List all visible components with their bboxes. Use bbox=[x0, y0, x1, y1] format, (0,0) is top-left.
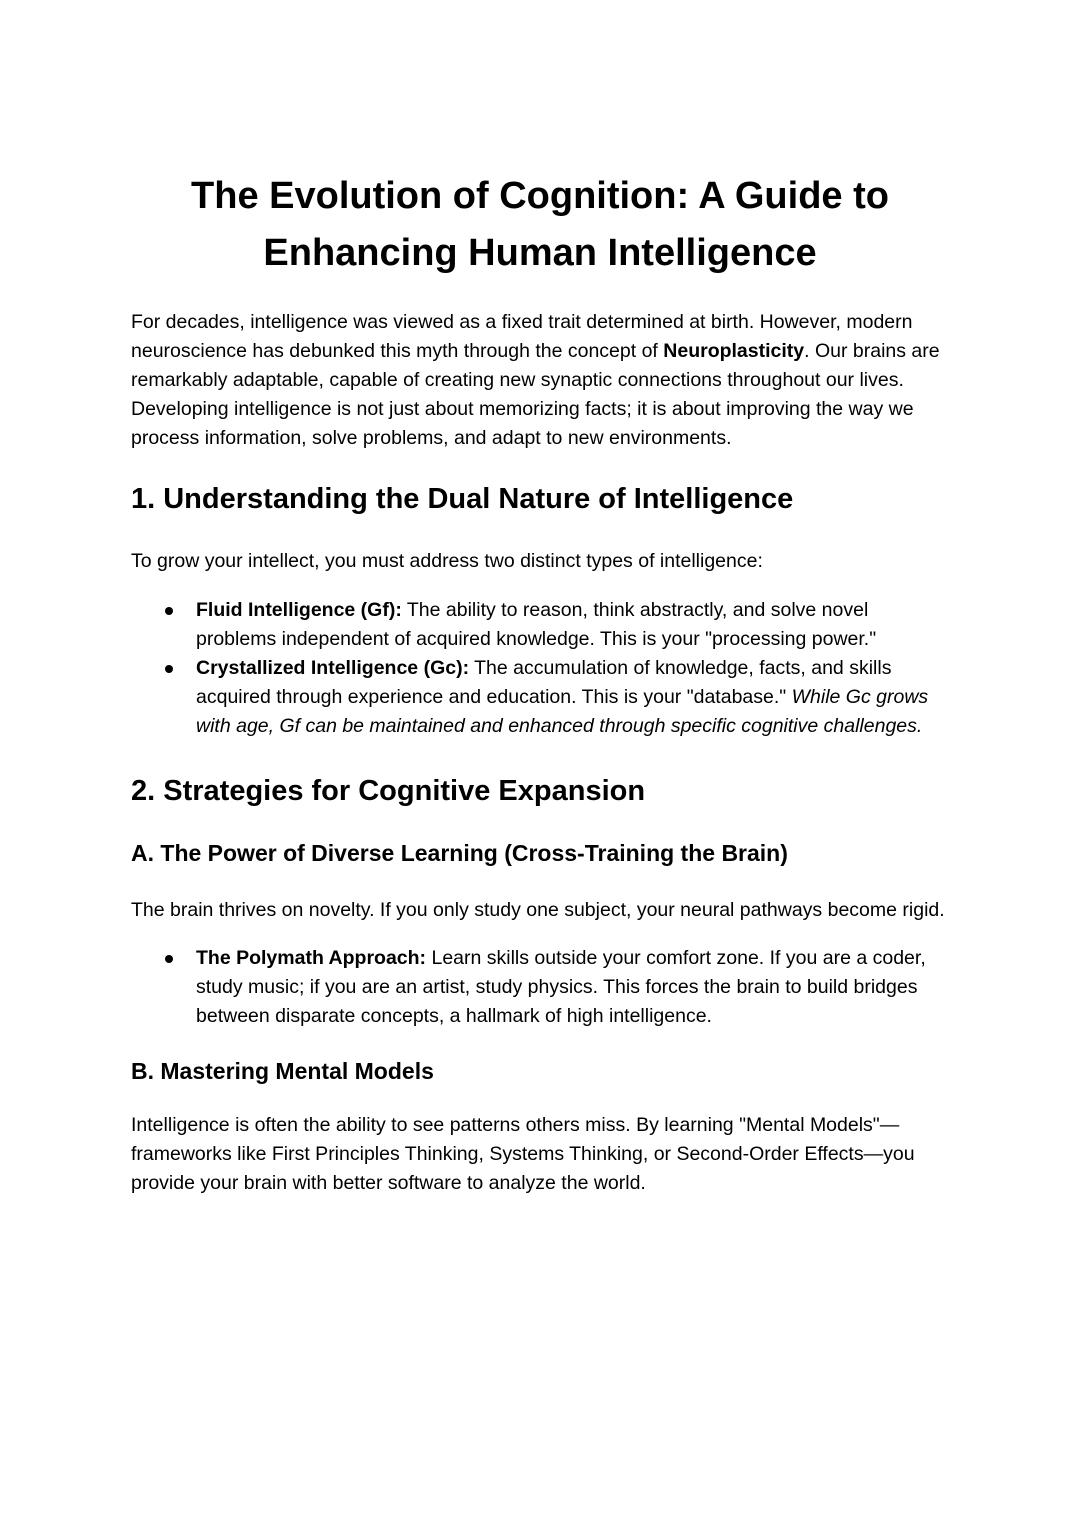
section-1-lead-paragraph: To grow your intellect, you must address two distinct types of intelligence: bbox=[131, 550, 763, 572]
list-item-crystallized-intelligence bbox=[131, 654, 949, 741]
list-item-polymath-approach bbox=[131, 944, 949, 1031]
section-1-heading: 1. Understanding the Dual Nature of Intelligence bbox=[131, 483, 794, 515]
neuroplasticity-bold-term: Neuroplasticity bbox=[663, 340, 805, 362]
bold-term: Crystallized Intelligence (Gc): bbox=[196, 657, 470, 679]
list-item-fluid-intelligence bbox=[131, 596, 949, 654]
intelligence-types-list bbox=[131, 596, 949, 741]
section-2-heading: 2. Strategies for Cognitive Expansion bbox=[131, 775, 646, 807]
intro-text-after: . Our brains are remarkably adaptable, capable of creating new synaptic connections throughout our lives. Developing intelligence is not just about memorizing facts; it is about improving the way we process information, solve problems, and adapt to new environments. bbox=[131, 340, 940, 449]
italic-note: While Gc grows with age, Gf can be maintained and enhanced through specific cognitive challenges. bbox=[196, 686, 929, 737]
polymath-list bbox=[131, 944, 949, 1031]
subsection-a-lead-paragraph: The brain thrives on novelty. If you only study one subject, your neural pathways become rigid. bbox=[131, 899, 945, 921]
bold-term: Fluid Intelligence (Gf): bbox=[196, 599, 402, 621]
intro-text-before: For decades, intelligence was viewed as a fixed trait determined at birth. However, modern neuroscience has debunked this myth through the concept of bbox=[131, 311, 913, 362]
subsection-b-heading: B. Mastering Mental Models bbox=[131, 1058, 434, 1084]
list-item-text: The accumulation of knowledge, facts, and skills acquired through experience and education. This is your "database." bbox=[196, 657, 892, 708]
list-item-text: The ability to reason, think abstractly, and solve novel problems independent of acquired knowledge. This is your "processing power." bbox=[196, 599, 877, 650]
list-item-text: Learn skills outside your comfort zone. If you are a coder, study music; if you are an artist, study physics. This forces the brain to build bridges between disparate concepts, a hallmark of high intelligence. bbox=[196, 947, 926, 1027]
subsection-b-paragraph: Intelligence is often the ability to see patterns others miss. By learning "Mental Models"—frameworks like First Principles Thinking, Systems Thinking, or Second-Order Effects—you provide your brain with better software to analyze the world. bbox=[131, 1114, 915, 1194]
bold-term: The Polymath Approach: bbox=[196, 947, 427, 969]
intro-paragraph bbox=[131, 308, 949, 453]
document-title: The Evolution of Cognition: A Guide to Enhancing Human Intelligence bbox=[191, 175, 889, 274]
subsection-a-heading: A. The Power of Diverse Learning (Cross-Training the Brain) bbox=[131, 840, 788, 866]
